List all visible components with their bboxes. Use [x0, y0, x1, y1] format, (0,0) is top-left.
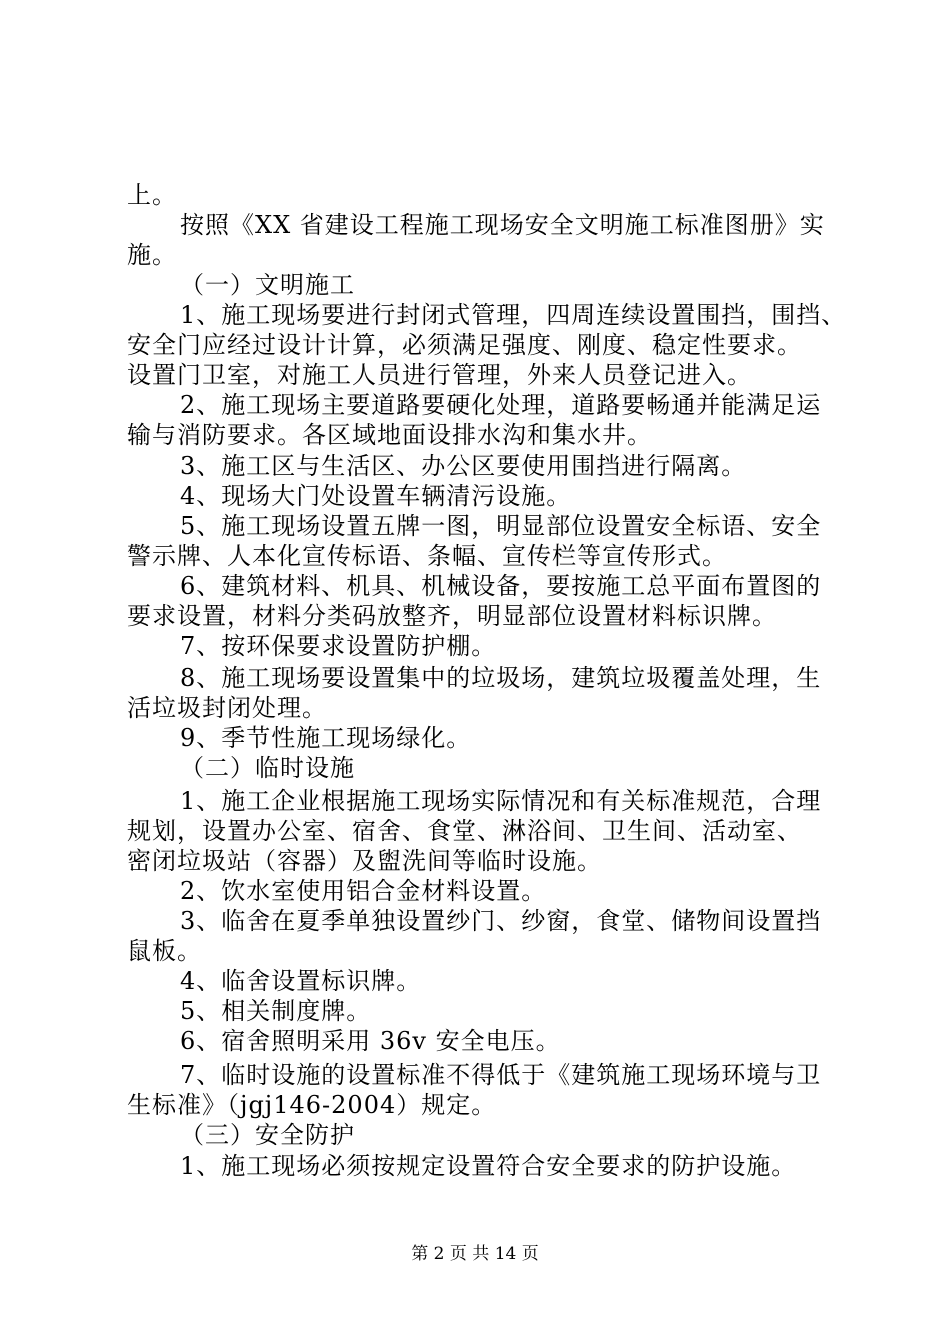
text-line: 5、施工现场设置五牌一图，明显部位设置安全标语、安全 [180, 512, 822, 540]
text-line: 1、施工现场必须按规定设置符合安全要求的防护设施。 [180, 1152, 797, 1180]
text-line: 活垃圾封闭处理。 [127, 694, 327, 722]
text-line: 密闭垃圾站（容器）及盥洗间等临时设施。 [127, 847, 602, 875]
text-line: 1、施工企业根据施工现场实际情况和有关标准规范，合理 [180, 787, 822, 815]
text-line: 1、施工现场要进行封闭式管理，四周连续设置围挡，围挡、 [180, 301, 847, 329]
section-heading: （二）临时设施 [180, 754, 355, 782]
text-line: 生标准》（jgj146-2004）规定。 [127, 1091, 497, 1119]
section-heading: （一）文明施工 [180, 271, 355, 299]
text-line: 要求设置，材料分类码放整齐，明显部位设置材料标识牌。 [127, 602, 777, 630]
text-line: 8、施工现场要设置集中的垃圾场，建筑垃圾覆盖处理，生 [180, 664, 822, 692]
text-line: 3、施工区与生活区、办公区要使用围挡进行隔离。 [180, 452, 747, 480]
text-line: 5、相关制度牌。 [180, 997, 372, 1025]
text-line: 鼠板。 [127, 937, 202, 965]
text-line: 安全门应经过设计计算，必须满足强度、刚度、稳定性要求。 [127, 331, 802, 359]
page-number-footer: 第 2 页 共 14 页 [411, 1244, 539, 1264]
text-line: 规划，设置办公室、宿舍、食堂、淋浴间、卫生间、活动室、 [127, 817, 802, 845]
text-line: 3、临舍在夏季单独设置纱门、纱窗，食堂、储物间设置挡 [180, 907, 822, 935]
text-line: 9、季节性施工现场绿化。 [180, 724, 472, 752]
section-heading: （三）安全防护 [180, 1121, 355, 1149]
text-line: 上。 [127, 181, 177, 209]
text-line: 6、建筑材料、机具、机械设备，要按施工总平面布置图的 [180, 572, 822, 600]
text-line: 7、按环保要求设置防护棚。 [180, 632, 497, 660]
text-line: 2、饮水室使用铝合金材料设置。 [180, 877, 547, 905]
text-line: 7、临时设施的设置标准不得低于《建筑施工现场环境与卫 [180, 1061, 822, 1089]
text-line: 警示牌、人本化宣传标语、条幅、宣传栏等宣传形式。 [127, 542, 727, 570]
text-line: 2、施工现场主要道路要硬化处理，道路要畅通并能满足运 [180, 391, 822, 419]
text-line: 输与消防要求。各区域地面设排水沟和集水井。 [127, 421, 652, 449]
text-line: 按照《XX 省建设工程施工现场安全文明施工标准图册》实 [180, 211, 825, 239]
text-line: 4、现场大门处设置车辆清污设施。 [180, 482, 572, 510]
text-line: 6、宿舍照明采用 36v 安全电压。 [180, 1027, 561, 1055]
text-line: 4、临舍设置标识牌。 [180, 967, 422, 995]
text-line: 设置门卫室，对施工人员进行管理，外来人员登记进入。 [127, 361, 752, 389]
text-line: 施。 [127, 241, 177, 269]
